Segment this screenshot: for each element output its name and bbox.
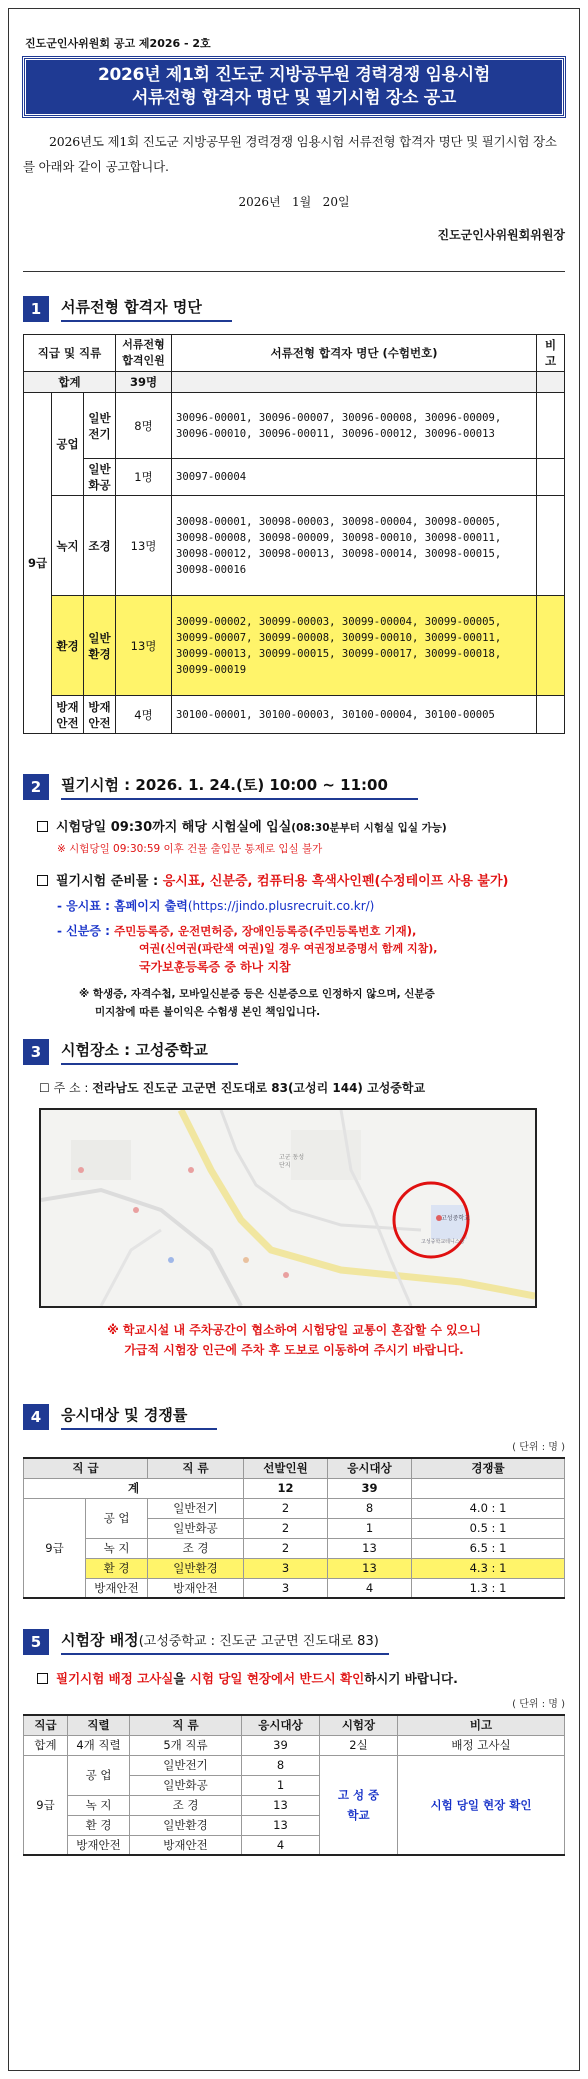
count-cell: 13명 <box>116 496 172 596</box>
table-row-highlighted: 환 경 일반환경 3 13 4.3 : 1 <box>24 1558 565 1578</box>
number-list: 30098-00001, 30098-00003, 30098-00004, 30098-00005, 30098-00008, 30098-00009, 30098-00010, 30098-00011, 30098-00012, 30098-00013, 30098-00014, 30098-00015, 30098-00016 <box>172 496 537 596</box>
section-3-header <box>23 1039 565 1065</box>
homepage-url[interactable]: (https://jindo.plusrecruit.co.kr/) <box>187 899 375 913</box>
unit-label: ( 단위 : 명 ) <box>512 1442 565 1453</box>
room-assignment-table <box>23 1714 565 1856</box>
notice-date: 2026년 1월 20일 <box>238 195 350 209</box>
section-5-title: 시험장 배정(고성중학교 : 진도군 고군면 진도대로 83) <box>61 1629 389 1655</box>
notice-title <box>23 57 565 117</box>
section-1-title: 서류전형 합격자 명단 <box>61 296 232 322</box>
room-check-item: 필기시험 배정 고사실을 시험 당일 현장에서 반드시 확인하시기 바랍니다. <box>37 1669 565 1687</box>
table-total-row: 합계 4개 직렬 5개 직류 39 2실 배정 고사실 <box>24 1735 565 1755</box>
notice-page <box>8 8 580 2071</box>
table-row: 방재안전 방재안전 3 4 1.3 : 1 <box>24 1578 565 1598</box>
number-list: 30100-00001, 30100-00003, 30100-00004, 30100-00005 <box>172 696 537 734</box>
section-1-header <box>23 296 565 322</box>
count-cell: 4명 <box>116 696 172 734</box>
total-label: 합계 <box>24 372 116 393</box>
unit-label: ( 단위 : 명 ) <box>512 1699 565 1710</box>
section-3-title: 시험장소 : 고성중학교 <box>61 1039 238 1065</box>
job-cell: 일반 전기 <box>84 393 116 459</box>
table-row: 방재안전 방재안전 4 <box>24 1835 565 1855</box>
checkbox-icon <box>37 1673 48 1684</box>
table-row: 일반화공 1 <box>24 1775 565 1795</box>
job-cell: 방재 안전 <box>84 696 116 734</box>
table-row: 녹 지 조 경 13 <box>24 1795 565 1815</box>
grade-cell: 9급 <box>24 393 52 734</box>
competition-table <box>23 1457 565 1599</box>
section-5-number: 5 <box>23 1629 49 1655</box>
section-2-header <box>23 774 565 800</box>
header-list: 서류전형 합격자 명단 (수험번호) <box>172 335 537 372</box>
number-list: 30099-00002, 30099-00003, 30099-00004, 30099-00005, 30099-00007, 30099-00008, 30099-00010, 30099-00011, 30099-00013, 30099-00015, 30099-00017, 30099-00018, 30099-00019 <box>172 596 537 696</box>
signer: 진도군인사위원회위원장 <box>437 228 565 242</box>
admission-ticket-line: - 응시표 : 홈페이지 출력(https://jindo.plusrecruit.co.kr/) <box>57 899 375 913</box>
parking-note: ※ 학교시설 내 주차공간이 협소하여 시험당일 교통이 혼잡할 수 있으니 가급적 시험장 인근에 주차 후 도보로 이동하여 주시기 바랍니다. <box>107 1323 481 1357</box>
section-2-title: 필기시험 : 2026. 1. 24.(토) 10:00 ~ 11:00 <box>61 774 418 800</box>
table-row: 녹 지 조 경 2 13 6.5 : 1 <box>24 1538 565 1558</box>
job-cell: 일반 화공 <box>84 459 116 496</box>
title-line-2: 서류전형 합격자 명단 및 필기시험 장소 공고 <box>132 88 456 108</box>
section-2-number: 2 <box>23 774 49 800</box>
address-line: ☐ 주 소 : 전라남도 진도군 고군면 진도대로 83(고성리 144) 고성중학교 <box>39 1081 426 1095</box>
id-card-note: ※ 학생증, 자격수첩, 모바일신분증 등은 신분증으로 인정하지 않으며, 신분증 미지참에 따른 불이익은 수험생 본인 책임입니다. <box>79 988 435 1018</box>
table-row: 9급 공 업 일반전기 8 고 성 중학교 시험 당일 현장 확인 <box>24 1755 565 1775</box>
exam-note: 시험 당일 현장 확인 <box>398 1755 565 1855</box>
checkbox-icon <box>37 821 48 832</box>
table-header-row: 직급 직렬 직 류 응시대상 시험장 비고 <box>24 1715 565 1735</box>
location-map[interactable] <box>39 1108 537 1308</box>
checkin-item: 시험당일 09:30까지 해당 시험실에 입실(08:30분부터 시험실 입실 가능) <box>37 816 565 835</box>
table-row-highlighted <box>24 596 565 696</box>
lead-paragraph: 2026년도 제1회 진도군 지방공무원 경력경쟁 임용시험 서류전형 합격자 명단 및 필기시험 장소를 아래와 같이 공고합니다. <box>23 134 557 174</box>
checkin-note: ※ 시험당일 09:30:59 이후 건물 출입문 통제로 입실 불가 <box>57 843 323 855</box>
count-cell: 1명 <box>116 459 172 496</box>
materials-item: 필기시험 준비물 : 응시표, 신분증, 컴퓨터용 흑색사인펜(수정테이프 사용 불가) <box>37 870 565 889</box>
map-label-school: 고성중학교 <box>441 1215 470 1222</box>
map-graphic <box>41 1110 535 1306</box>
total-count: 39명 <box>116 372 172 393</box>
group-cell: 방재 안전 <box>52 696 84 734</box>
group-cell: 녹지 <box>52 496 84 596</box>
map-label-tennis: 고성중학교테니스장 <box>421 1239 465 1245</box>
section-1-number: 1 <box>23 296 49 322</box>
divider <box>23 271 565 272</box>
section-3-number: 3 <box>23 1039 49 1065</box>
section-4-title: 응시대상 및 경쟁률 <box>61 1404 217 1430</box>
number-list: 30097-00004 <box>172 459 537 496</box>
table-total-row: 계 12 39 <box>24 1478 565 1498</box>
notice-number: 진도군인사위원회 공고 제2026 - 2호 <box>25 37 211 50</box>
number-list: 30096-00001, 30096-00007, 30096-00008, 30096-00009, 30096-00010, 30096-00011, 30096-00012, 30096-00013 <box>172 393 537 459</box>
group-cell: 공업 <box>52 393 84 496</box>
table-row <box>24 459 565 496</box>
job-cell: 일반 환경 <box>84 596 116 696</box>
table-total-row <box>24 372 565 393</box>
table-row <box>24 496 565 596</box>
id-card-line-3: 국가보훈등록증 중 하나 지참 <box>139 960 291 974</box>
pass-list-table <box>23 334 565 734</box>
id-card-line: - 신분증 : 주민등록증, 운전면허증, 장애인등록증(주민등록번호 기재), <box>57 924 417 938</box>
count-cell: 8명 <box>116 393 172 459</box>
section-5-header <box>23 1629 565 1655</box>
id-card-line-2: 여권(신여권(파란색 여권)일 경우 여권정보증명서 함께 지참), <box>139 942 438 955</box>
section-4-header <box>23 1404 565 1430</box>
count-cell: 13명 <box>116 596 172 696</box>
header-note: 비고 <box>537 335 565 372</box>
table-row: 9급 공 업 일반전기 2 8 4.0 : 1 <box>24 1498 565 1518</box>
header-grade: 직급 및 직류 <box>24 335 116 372</box>
section-4-number: 4 <box>23 1404 49 1430</box>
exam-place: 고 성 중학교 <box>320 1755 398 1855</box>
job-cell: 조경 <box>84 496 116 596</box>
map-label-village: 고군 동성단지 <box>279 1154 305 1169</box>
table-row: 일반화공 2 1 0.5 : 1 <box>24 1518 565 1538</box>
group-cell: 환경 <box>52 596 84 696</box>
table-row <box>24 393 565 459</box>
header-count: 서류전형 합격인원 <box>116 335 172 372</box>
table-header-row: 직 급 직 류 선발인원 응시대상 경쟁률 <box>24 1458 565 1478</box>
table-row: 환 경 일반환경 13 <box>24 1815 565 1835</box>
title-line-1: 2026년 제1회 진도군 지방공무원 경력경쟁 임용시험 <box>97 65 491 85</box>
checkbox-icon <box>37 875 48 886</box>
table-header-row <box>24 335 565 372</box>
table-row <box>24 696 565 734</box>
